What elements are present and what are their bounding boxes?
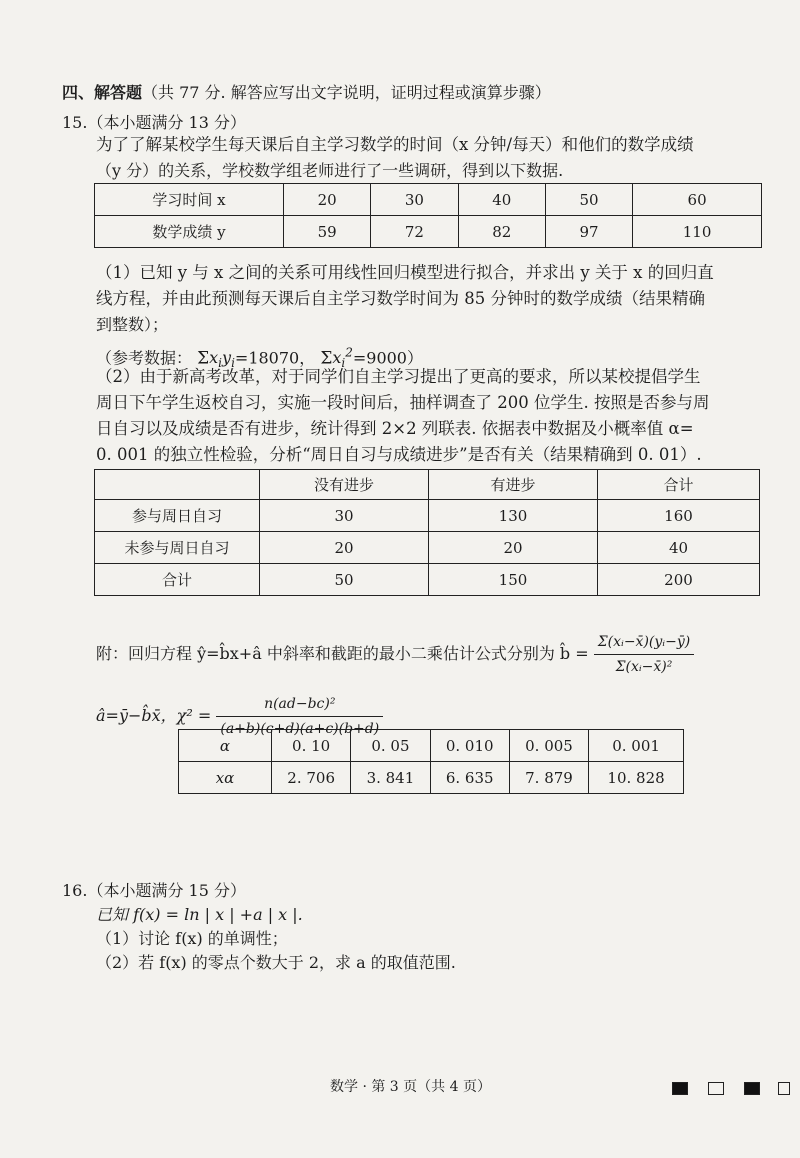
q15-part1-line2: 线方程，并由此预测每天课后自主学习数学时间为 85 分钟时的数学成绩（结果精确 [96, 289, 705, 308]
table-row [179, 762, 684, 794]
table-cell: 10. 828 [589, 762, 684, 794]
table-cell: 0. 010 [430, 730, 509, 762]
study-score-table [94, 183, 762, 248]
table-cell: 没有进步 [260, 470, 429, 500]
table-cell: α [179, 730, 272, 762]
reference-data: （参考数据： $\Sigma x_iy_i=18070$， $\Sigma x_i^2=9000$） [96, 346, 423, 371]
q15-number: 15. [62, 113, 88, 132]
q15-part1-line1: （1）已知 y 与 x 之间的关系可用线性回归模型进行拟合，并求出 y 关于 x 的回归直 [96, 263, 714, 282]
contingency-table [94, 469, 760, 596]
table-cell: 110 [633, 216, 762, 248]
table-cell: 72 [371, 216, 458, 248]
slope-numerator: Σ(xᵢ−x̄)(yᵢ−ȳ) [594, 630, 694, 655]
chi-square-denominator: (a+b)(c+d)(a+c)(b+d) [220, 721, 380, 737]
table-cell: 50 [545, 184, 632, 216]
q15-part2-line3: 日自习以及成绩是否有进步，统计得到 2×2 列联表. 依据表中数据及小概率值 α= [96, 419, 694, 438]
q16-line1: 已知 f(x) = ln | x | +a | x |. [96, 905, 303, 924]
table-cell: 有进步 [429, 470, 598, 500]
table-cell: 未参与周日自习 [95, 532, 260, 564]
sum-symbol-icon: Σ [320, 348, 333, 369]
page-marker-empty-icon [708, 1082, 724, 1095]
chi-square-numerator: n(ad−bc)² [216, 692, 383, 717]
table-cell: 160 [598, 500, 760, 532]
table-cell: 59 [284, 216, 371, 248]
page-marker-filled-icon [744, 1082, 760, 1095]
table-cell: 50 [260, 564, 429, 596]
intercept-formula: â=ȳ−b̂x̄，χ² = [96, 706, 212, 725]
table-cell: 0. 001 [589, 730, 684, 762]
page-footer: 数学 · 第 3 页（共 4 页） [330, 1079, 491, 1095]
table-cell: 学习时间 x [95, 184, 284, 216]
table-cell: 40 [598, 532, 760, 564]
table-cell: 数学成绩 y [95, 216, 284, 248]
table-row [95, 532, 760, 564]
table-cell: 97 [545, 216, 632, 248]
table-cell: 0. 005 [509, 730, 588, 762]
table-row [95, 184, 762, 216]
table-cell: 7. 879 [509, 762, 588, 794]
table-cell: 参与周日自习 [95, 500, 260, 532]
table-cell: 3. 841 [351, 762, 430, 794]
table-cell: 130 [429, 500, 598, 532]
slope-fraction [594, 630, 694, 679]
section-note: （共 77 分. 解答应写出文字说明，证明过程或演算步骤） [142, 83, 551, 102]
appendix-text: 附：回归方程 ŷ=b̂x+â 中斜率和截距的最小二乘估计公式分别为 b̂ = [96, 644, 589, 663]
table-cell: 30 [260, 500, 429, 532]
table-cell: 60 [633, 184, 762, 216]
table-cell: 82 [458, 216, 545, 248]
table-row [95, 470, 760, 500]
table-cell: 200 [598, 564, 760, 596]
critical-value-table [178, 729, 684, 794]
reference-prefix: （参考数据： [96, 348, 193, 368]
table-cell: 合计 [95, 564, 260, 596]
q15-intro-1: 为了了解某校学生每天课后自主学习数学的时间（x 分钟/每天）和他们的数学成绩 [96, 135, 694, 154]
regression-formula [96, 630, 694, 679]
q15-part1-line3: 到整数）； [96, 315, 169, 334]
q15-intro-2: （y 分）的关系，学校数学组老师进行了一些调研，得到以下数据. [96, 161, 564, 180]
table-cell: 30 [371, 184, 458, 216]
table-cell: xα [179, 762, 272, 794]
table-cell: 20 [429, 532, 598, 564]
table-cell: 合计 [598, 470, 760, 500]
table-cell: 6. 635 [430, 762, 509, 794]
table-cell [95, 470, 260, 500]
page-marker-empty-icon [778, 1082, 790, 1095]
q15-part2-line2: 周日下午学生返校自习，实施一段时间后，抽样调查了 200 位学生. 按照是否参与周 [96, 393, 710, 412]
sum-symbol-icon: Σ [197, 348, 210, 369]
q15-header [62, 112, 246, 134]
table-cell: 40 [458, 184, 545, 216]
table-cell: 2. 706 [272, 762, 351, 794]
table-cell: 150 [429, 564, 598, 596]
table-row [95, 216, 762, 248]
reference-value-1: =18070， [234, 348, 316, 368]
table-cell: 0. 10 [272, 730, 351, 762]
q16-header [62, 880, 246, 902]
table-row [95, 564, 760, 596]
q16-line3: （2）若 f(x) 的零点个数大于 2，求 a 的取值范围. [96, 953, 456, 972]
q15-part2-line1: （2）由于新高考改革，对于同学们自主学习提出了更高的要求，所以某校提倡学生 [96, 367, 701, 386]
table-row [179, 730, 684, 762]
slope-denominator: Σ(xᵢ−x̄)² [615, 659, 673, 675]
section-header [62, 82, 551, 104]
reference-value-2: =9000） [352, 348, 423, 368]
table-cell: 0. 05 [351, 730, 430, 762]
q16-number: 16. [62, 881, 88, 900]
table-row [95, 500, 760, 532]
q16-line2: （1）讨论 f(x) 的单调性； [96, 929, 288, 948]
q15-part2-line4: 0. 001 的独立性检验，分析“周日自习与成绩进步”是否有关（结果精确到 0. 01）. [96, 445, 702, 464]
q16-points: （本小题满分 15 分） [87, 881, 246, 900]
q15-points: （本小题满分 13 分） [87, 113, 246, 132]
section-heading: 四、解答题 [62, 83, 143, 102]
table-cell: 20 [260, 532, 429, 564]
table-cell: 20 [284, 184, 371, 216]
page-marker-filled-icon [672, 1082, 688, 1095]
